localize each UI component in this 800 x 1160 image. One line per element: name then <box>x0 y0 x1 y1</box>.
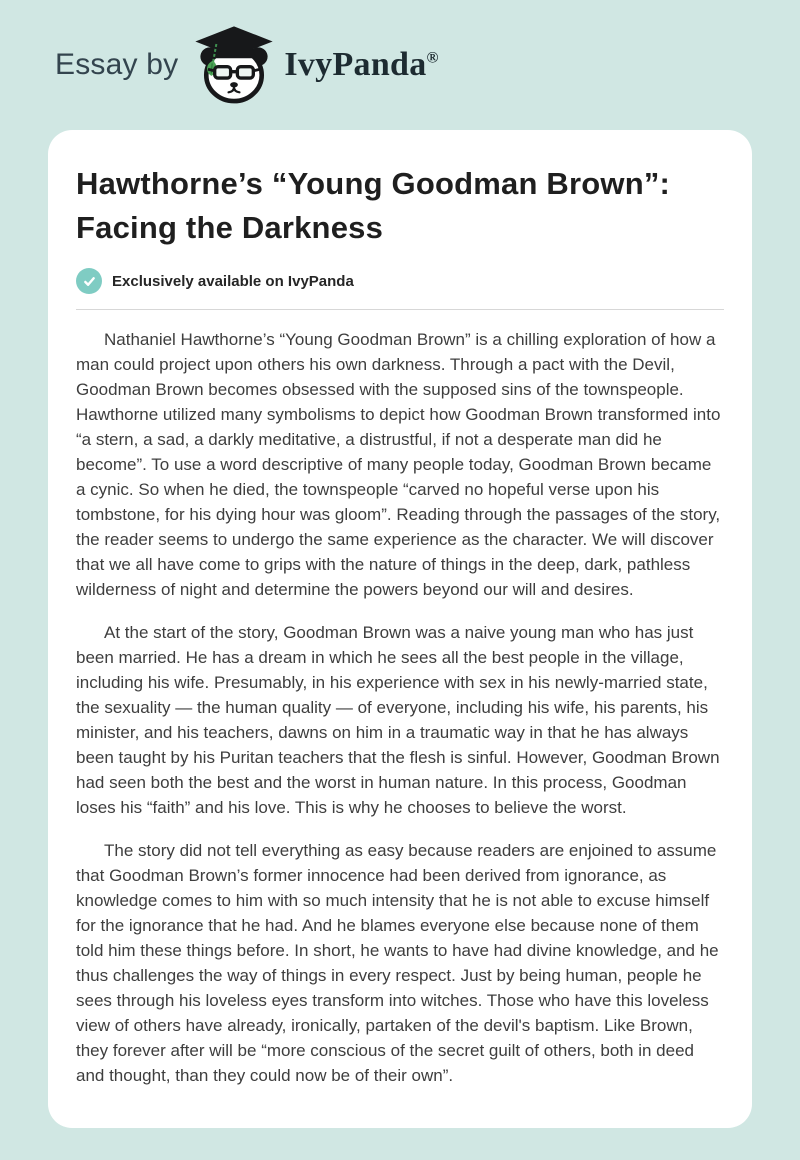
paragraph-2: At the start of the story, Goodman Brown was a naive young man who has just been married. He has a dream in which he sees all the best people in the village, including his wife. Presumably, in his experience with sex in his newly-married state, the sexuality — the human quality — of everyone, including his wife, his parents, his minister, and his teachers, dawns on him in a traumatic way in that he has always been taught by his Puritan teachers that the flesh is sinful. However, Goodman Brown had seen both the best and the worst in human nature. In this process, Goodman loses his “faith” and his love. This is why he chooses to believe the worst. <box>76 623 720 817</box>
availability-label: Exclusively available on IvyPanda <box>112 272 354 290</box>
registered-mark: ® <box>426 49 439 67</box>
ivypanda-logo <box>192 23 438 107</box>
essay-card <box>48 130 752 1128</box>
panda-graduate-icon <box>192 23 276 107</box>
essay-by-label: Essay by <box>55 48 179 81</box>
brand-name: IvyPanda® <box>284 46 439 83</box>
divider <box>76 309 724 310</box>
essay-body <box>76 327 724 1088</box>
check-icon <box>76 268 102 294</box>
paragraph-3: The story did not tell everything as easy because readers are enjoined to assume that Goodman Brown’s former innocence had been derived from ignorance, as knowledge comes to him with so much intensity that he is not able to excuse himself for the ignorance that he had. And he blames everyone else because none of them told him these things before. In short, he wants to have had divine knowledge, and he thus challenges the way of things in every respect. Just by being human, people he sees through his loveless eyes transform into witches. Those who have this loveless view of others have already, ironically, partaken of the devil's baptism. Like Brown, they forever after will be “more conscious of the secret guilt of others, both in deed and thought, than they could now be of their own”. <box>76 841 719 1085</box>
page-header <box>0 0 800 130</box>
availability-badge <box>76 268 724 294</box>
paragraph-1: Nathaniel Hawthorne’s “Young Goodman Brown” is a chilling exploration of how a man could project upon others his own darkness. Through a pact with the Devil, Goodman Brown becomes obsessed with the supposed sins of the townspeople. Hawthorne utilized many symbolisms to depict how Goodman Brown transformed into “a stern, a sad, a darkly meditative, a distrustful, if not a desperate man did he become”. To use a word descriptive of many people today, Goodman Brown became a cynic. So when he died, the townspeople “carved no hopeful verse upon his tombstone, for his dying hour was gloom”. Reading through the passages of the story, the reader seems to undergo the same experience as the character. We will discover that we all have come to grips with the nature of things in the deep, dark, pathless wilderness of night and determine the powers beyond our will and desires. <box>76 330 721 599</box>
essay-title: Hawthorne’s “Young Goodman Brown”: Facing the Darkness <box>76 166 671 245</box>
